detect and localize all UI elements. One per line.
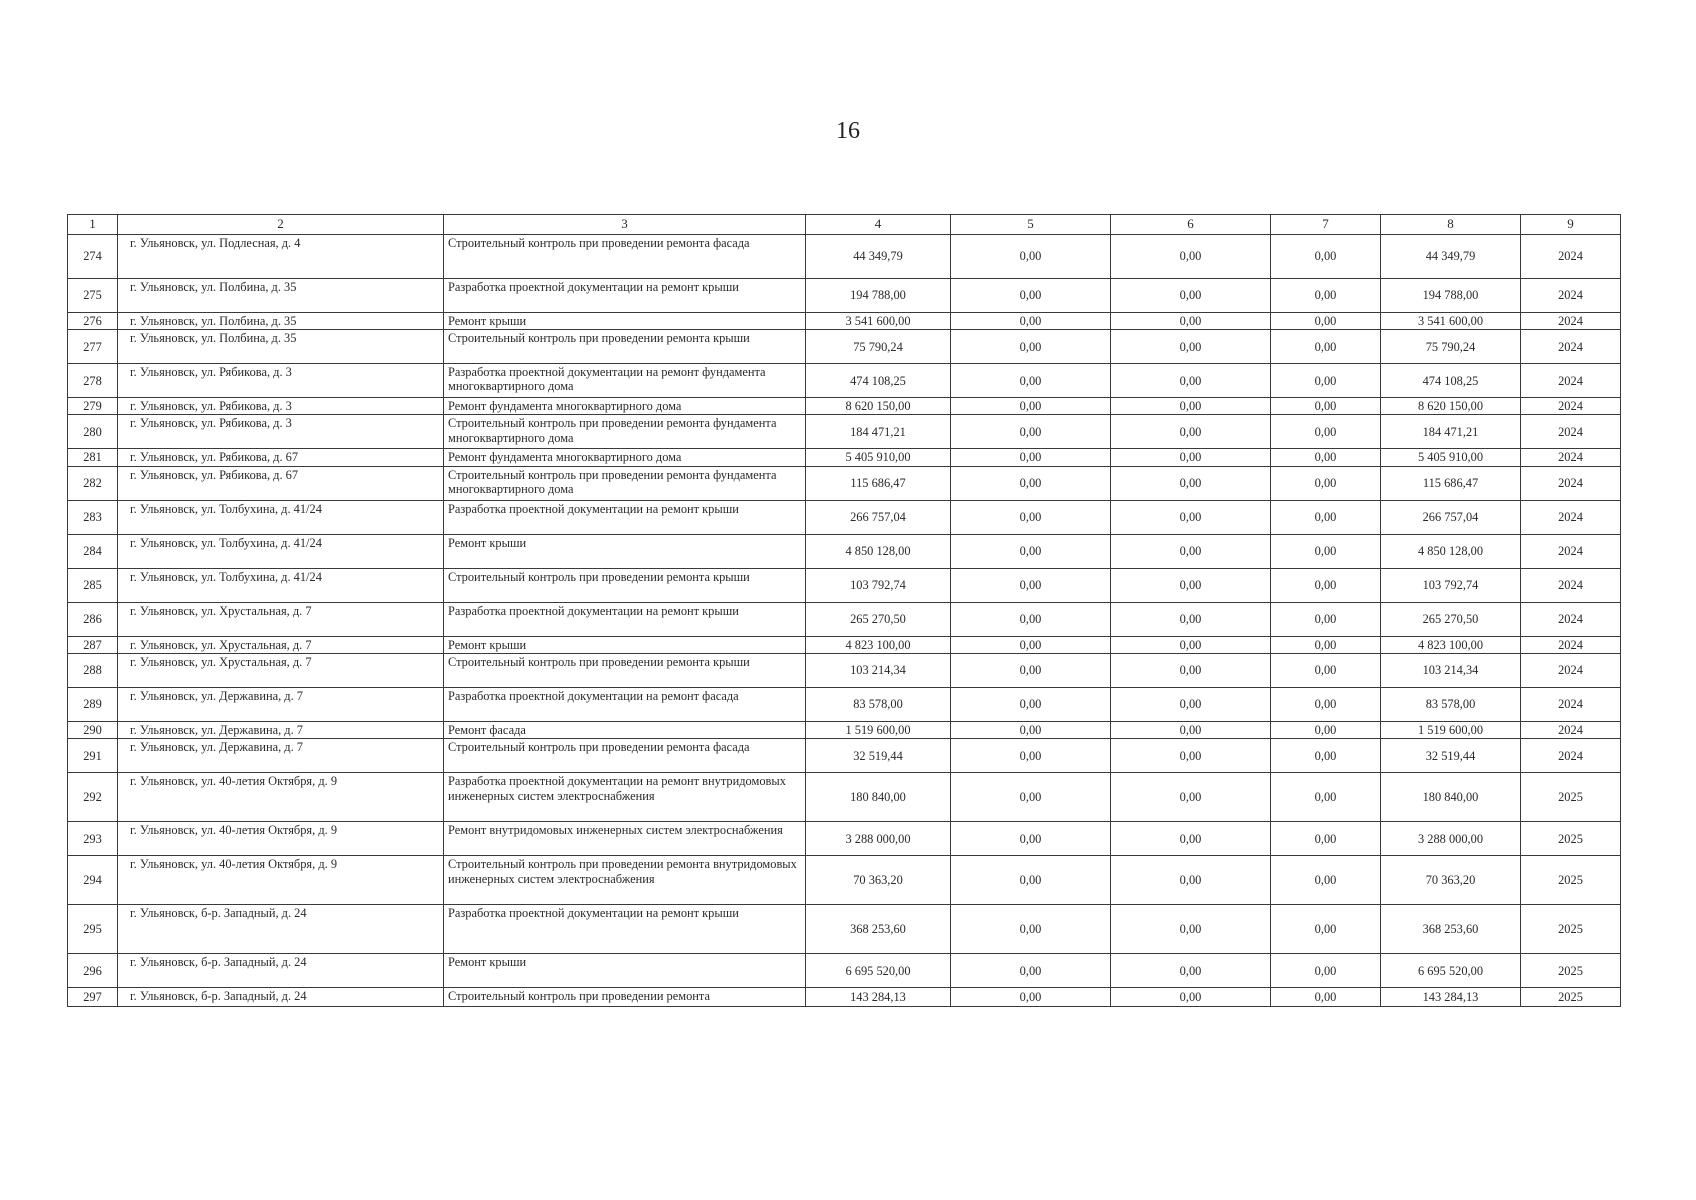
- table-row: [68, 636, 1621, 653]
- year-cell: 2024: [1521, 312, 1621, 329]
- table-row: [68, 364, 1621, 398]
- column-6-cell: 0,00: [1111, 278, 1271, 312]
- table-row: [68, 278, 1621, 312]
- row-number: 297: [68, 988, 118, 1007]
- table-row: [68, 856, 1621, 905]
- row-number: 274: [68, 234, 118, 278]
- column-header: 5: [951, 215, 1111, 235]
- year-cell: 2024: [1521, 739, 1621, 773]
- cost-total-cell: 3 541 600,00: [806, 312, 951, 329]
- cost-total-cell: 184 471,21: [806, 415, 951, 449]
- column-5-cell: 0,00: [951, 364, 1111, 398]
- column-6-cell: 0,00: [1111, 739, 1271, 773]
- row-number: 289: [68, 688, 118, 722]
- column-6-cell: 0,00: [1111, 636, 1271, 653]
- cost-total-cell: 4 850 128,00: [806, 534, 951, 568]
- year-cell: 2025: [1521, 954, 1621, 988]
- column-7-cell: 0,00: [1271, 312, 1381, 329]
- address-cell: г. Ульяновск, ул. Рябикова, д. 67: [118, 449, 444, 466]
- column-7-cell: 0,00: [1271, 739, 1381, 773]
- cost-total-cell: 83 578,00: [806, 688, 951, 722]
- column-7-cell: 0,00: [1271, 988, 1381, 1007]
- column-8-cell: 6 695 520,00: [1381, 954, 1521, 988]
- row-number: 279: [68, 398, 118, 415]
- year-cell: 2025: [1521, 905, 1621, 954]
- cost-total-cell: 8 620 150,00: [806, 398, 951, 415]
- year-cell: 2024: [1521, 449, 1621, 466]
- column-5-cell: 0,00: [951, 988, 1111, 1007]
- address-cell: г. Ульяновск, ул. Державина, д. 7: [118, 688, 444, 722]
- column-8-cell: 266 757,04: [1381, 500, 1521, 534]
- column-5-cell: 0,00: [951, 654, 1111, 688]
- address-cell: г. Ульяновск, ул. Хрустальная, д. 7: [118, 654, 444, 688]
- column-5-cell: 0,00: [951, 856, 1111, 905]
- address-cell: г. Ульяновск, ул. Рябикова, д. 3: [118, 364, 444, 398]
- column-7-cell: 0,00: [1271, 449, 1381, 466]
- table-row: [68, 954, 1621, 988]
- address-cell: г. Ульяновск, ул. Толбухина, д. 41/24: [118, 534, 444, 568]
- column-6-cell: 0,00: [1111, 398, 1271, 415]
- table-row: [68, 534, 1621, 568]
- work-type-cell: Разработка проектной документации на ремонт фасада: [444, 688, 806, 722]
- column-7-cell: 0,00: [1271, 568, 1381, 602]
- row-number: 291: [68, 739, 118, 773]
- column-6-cell: 0,00: [1111, 722, 1271, 739]
- column-5-cell: 0,00: [951, 415, 1111, 449]
- column-5-cell: 0,00: [951, 312, 1111, 329]
- cost-total-cell: 115 686,47: [806, 466, 951, 500]
- column-7-cell: 0,00: [1271, 234, 1381, 278]
- row-number: 295: [68, 905, 118, 954]
- table-row: [68, 330, 1621, 364]
- table-row: [68, 500, 1621, 534]
- column-6-cell: 0,00: [1111, 905, 1271, 954]
- table-row: [68, 234, 1621, 278]
- work-type-cell: Строительный контроль при проведении ремонта фундамента многоквартирного дома: [444, 415, 806, 449]
- address-cell: г. Ульяновск, ул. Полбина, д. 35: [118, 278, 444, 312]
- column-5-cell: 0,00: [951, 330, 1111, 364]
- address-cell: г. Ульяновск, ул. 40-летия Октября, д. 9: [118, 856, 444, 905]
- work-type-cell: Разработка проектной документации на ремонт фундамента многоквартирного дома: [444, 364, 806, 398]
- work-type-cell: Разработка проектной документации на ремонт крыши: [444, 905, 806, 954]
- column-6-cell: 0,00: [1111, 822, 1271, 856]
- column-8-cell: 184 471,21: [1381, 415, 1521, 449]
- column-header: 6: [1111, 215, 1271, 235]
- column-header: 9: [1521, 215, 1621, 235]
- column-5-cell: 0,00: [951, 773, 1111, 822]
- column-8-cell: 265 270,50: [1381, 602, 1521, 636]
- column-5-cell: 0,00: [951, 500, 1111, 534]
- year-cell: 2024: [1521, 415, 1621, 449]
- column-8-cell: 83 578,00: [1381, 688, 1521, 722]
- table-row: [68, 822, 1621, 856]
- header-row: [68, 215, 1621, 235]
- column-5-cell: 0,00: [951, 739, 1111, 773]
- work-type-cell: Ремонт крыши: [444, 954, 806, 988]
- address-cell: г. Ульяновск, ул. Полбина, д. 35: [118, 330, 444, 364]
- column-7-cell: 0,00: [1271, 278, 1381, 312]
- column-8-cell: 44 349,79: [1381, 234, 1521, 278]
- work-type-cell: Ремонт крыши: [444, 312, 806, 329]
- cost-total-cell: 103 792,74: [806, 568, 951, 602]
- year-cell: 2025: [1521, 822, 1621, 856]
- column-7-cell: 0,00: [1271, 905, 1381, 954]
- address-cell: г. Ульяновск, ул. Полбина, д. 35: [118, 312, 444, 329]
- column-header: 8: [1381, 215, 1521, 235]
- year-cell: 2025: [1521, 988, 1621, 1007]
- cost-total-cell: 266 757,04: [806, 500, 951, 534]
- table-row: [68, 739, 1621, 773]
- address-cell: г. Ульяновск, ул. 40-летия Октября, д. 9: [118, 822, 444, 856]
- column-8-cell: 103 792,74: [1381, 568, 1521, 602]
- year-cell: 2024: [1521, 568, 1621, 602]
- column-header: 2: [118, 215, 444, 235]
- row-number: 285: [68, 568, 118, 602]
- column-5-cell: 0,00: [951, 822, 1111, 856]
- cost-total-cell: 5 405 910,00: [806, 449, 951, 466]
- cost-total-cell: 474 108,25: [806, 364, 951, 398]
- table-row: [68, 568, 1621, 602]
- column-8-cell: 75 790,24: [1381, 330, 1521, 364]
- column-7-cell: 0,00: [1271, 534, 1381, 568]
- work-type-cell: Строительный контроль при проведении ремонта фасада: [444, 739, 806, 773]
- column-5-cell: 0,00: [951, 636, 1111, 653]
- column-7-cell: 0,00: [1271, 330, 1381, 364]
- column-6-cell: 0,00: [1111, 988, 1271, 1007]
- column-7-cell: 0,00: [1271, 466, 1381, 500]
- address-cell: г. Ульяновск, ул. Державина, д. 7: [118, 739, 444, 773]
- column-7-cell: 0,00: [1271, 722, 1381, 739]
- table-row: [68, 449, 1621, 466]
- work-type-cell: Ремонт крыши: [444, 534, 806, 568]
- year-cell: 2024: [1521, 500, 1621, 534]
- column-8-cell: 3 288 000,00: [1381, 822, 1521, 856]
- row-number: 288: [68, 654, 118, 688]
- address-cell: г. Ульяновск, ул. Хрустальная, д. 7: [118, 602, 444, 636]
- column-6-cell: 0,00: [1111, 364, 1271, 398]
- row-number: 281: [68, 449, 118, 466]
- column-6-cell: 0,00: [1111, 688, 1271, 722]
- work-type-cell: Строительный контроль при проведении ремонта фундамента многоквартирного дома: [444, 466, 806, 500]
- row-number: 296: [68, 954, 118, 988]
- column-7-cell: 0,00: [1271, 415, 1381, 449]
- row-number: 278: [68, 364, 118, 398]
- column-8-cell: 103 214,34: [1381, 654, 1521, 688]
- column-header: 3: [444, 215, 806, 235]
- work-type-cell: Ремонт внутридомовых инженерных систем электроснабжения: [444, 822, 806, 856]
- column-5-cell: 0,00: [951, 602, 1111, 636]
- year-cell: 2024: [1521, 466, 1621, 500]
- table-row: [68, 722, 1621, 739]
- year-cell: 2024: [1521, 654, 1621, 688]
- column-8-cell: 8 620 150,00: [1381, 398, 1521, 415]
- row-number: 293: [68, 822, 118, 856]
- address-cell: г. Ульяновск, б-р. Западный, д. 24: [118, 954, 444, 988]
- cost-total-cell: 44 349,79: [806, 234, 951, 278]
- column-8-cell: 32 519,44: [1381, 739, 1521, 773]
- work-type-cell: Строительный контроль при проведении ремонта крыши: [444, 654, 806, 688]
- column-7-cell: 0,00: [1271, 856, 1381, 905]
- address-cell: г. Ульяновск, б-р. Западный, д. 24: [118, 905, 444, 954]
- table-row: [68, 398, 1621, 415]
- address-cell: г. Ульяновск, ул. Хрустальная, д. 7: [118, 636, 444, 653]
- column-5-cell: 0,00: [951, 466, 1111, 500]
- address-cell: г. Ульяновск, ул. Рябикова, д. 3: [118, 398, 444, 415]
- cost-total-cell: 194 788,00: [806, 278, 951, 312]
- column-8-cell: 70 363,20: [1381, 856, 1521, 905]
- column-8-cell: 474 108,25: [1381, 364, 1521, 398]
- address-cell: г. Ульяновск, ул. 40-летия Октября, д. 9: [118, 773, 444, 822]
- column-7-cell: 0,00: [1271, 773, 1381, 822]
- work-type-cell: Ремонт фасада: [444, 722, 806, 739]
- year-cell: 2025: [1521, 856, 1621, 905]
- work-type-cell: Строительный контроль при проведении ремонта фасада: [444, 234, 806, 278]
- row-number: 290: [68, 722, 118, 739]
- table-row: [68, 415, 1621, 449]
- column-6-cell: 0,00: [1111, 234, 1271, 278]
- column-8-cell: 5 405 910,00: [1381, 449, 1521, 466]
- work-type-cell: Строительный контроль при проведении ремонта: [444, 988, 806, 1007]
- row-number: 282: [68, 466, 118, 500]
- column-5-cell: 0,00: [951, 568, 1111, 602]
- row-number: 283: [68, 500, 118, 534]
- table-body: [68, 234, 1621, 1006]
- column-7-cell: 0,00: [1271, 364, 1381, 398]
- year-cell: 2024: [1521, 636, 1621, 653]
- table-row: [68, 905, 1621, 954]
- column-8-cell: 143 284,13: [1381, 988, 1521, 1007]
- cost-total-cell: 103 214,34: [806, 654, 951, 688]
- column-7-cell: 0,00: [1271, 954, 1381, 988]
- column-8-cell: 180 840,00: [1381, 773, 1521, 822]
- column-6-cell: 0,00: [1111, 330, 1271, 364]
- column-7-cell: 0,00: [1271, 602, 1381, 636]
- table-row: [68, 466, 1621, 500]
- row-number: 280: [68, 415, 118, 449]
- column-6-cell: 0,00: [1111, 954, 1271, 988]
- work-type-cell: Разработка проектной документации на ремонт крыши: [444, 278, 806, 312]
- table-row: [68, 988, 1621, 1007]
- column-5-cell: 0,00: [951, 234, 1111, 278]
- year-cell: 2024: [1521, 278, 1621, 312]
- column-6-cell: 0,00: [1111, 415, 1271, 449]
- year-cell: 2024: [1521, 330, 1621, 364]
- column-header: 1: [68, 215, 118, 235]
- column-8-cell: 368 253,60: [1381, 905, 1521, 954]
- table-row: [68, 602, 1621, 636]
- address-cell: г. Ульяновск, ул. Рябикова, д. 3: [118, 415, 444, 449]
- column-7-cell: 0,00: [1271, 398, 1381, 415]
- table-row: [68, 312, 1621, 329]
- year-cell: 2024: [1521, 602, 1621, 636]
- year-cell: 2024: [1521, 364, 1621, 398]
- column-5-cell: 0,00: [951, 954, 1111, 988]
- year-cell: 2025: [1521, 773, 1621, 822]
- column-8-cell: 194 788,00: [1381, 278, 1521, 312]
- year-cell: 2024: [1521, 234, 1621, 278]
- column-7-cell: 0,00: [1271, 688, 1381, 722]
- column-6-cell: 0,00: [1111, 856, 1271, 905]
- column-8-cell: 4 823 100,00: [1381, 636, 1521, 653]
- column-5-cell: 0,00: [951, 722, 1111, 739]
- column-header: 7: [1271, 215, 1381, 235]
- column-7-cell: 0,00: [1271, 822, 1381, 856]
- work-type-cell: Ремонт фундамента многоквартирного дома: [444, 398, 806, 415]
- cost-total-cell: 3 288 000,00: [806, 822, 951, 856]
- address-cell: г. Ульяновск, ул. Толбухина, д. 41/24: [118, 568, 444, 602]
- column-8-cell: 115 686,47: [1381, 466, 1521, 500]
- column-8-cell: 1 519 600,00: [1381, 722, 1521, 739]
- column-header: 4: [806, 215, 951, 235]
- year-cell: 2024: [1521, 688, 1621, 722]
- column-7-cell: 0,00: [1271, 636, 1381, 653]
- cost-total-cell: 32 519,44: [806, 739, 951, 773]
- table-row: [68, 688, 1621, 722]
- cost-total-cell: 1 519 600,00: [806, 722, 951, 739]
- column-6-cell: 0,00: [1111, 602, 1271, 636]
- cost-total-cell: 143 284,13: [806, 988, 951, 1007]
- column-8-cell: 4 850 128,00: [1381, 534, 1521, 568]
- column-6-cell: 0,00: [1111, 534, 1271, 568]
- row-number: 276: [68, 312, 118, 329]
- column-7-cell: 0,00: [1271, 654, 1381, 688]
- cost-total-cell: 70 363,20: [806, 856, 951, 905]
- year-cell: 2024: [1521, 534, 1621, 568]
- column-5-cell: 0,00: [951, 688, 1111, 722]
- column-8-cell: 3 541 600,00: [1381, 312, 1521, 329]
- cost-total-cell: 75 790,24: [806, 330, 951, 364]
- cost-total-cell: 368 253,60: [806, 905, 951, 954]
- column-5-cell: 0,00: [951, 278, 1111, 312]
- work-type-cell: Строительный контроль при проведении ремонта крыши: [444, 330, 806, 364]
- row-number: 284: [68, 534, 118, 568]
- column-5-cell: 0,00: [951, 449, 1111, 466]
- table-row: [68, 654, 1621, 688]
- cost-total-cell: 4 823 100,00: [806, 636, 951, 653]
- column-6-cell: 0,00: [1111, 466, 1271, 500]
- row-number: 277: [68, 330, 118, 364]
- column-6-cell: 0,00: [1111, 312, 1271, 329]
- work-type-cell: Строительный контроль при проведении ремонта внутридомовых инженерных систем электроснабжения: [444, 856, 806, 905]
- cost-total-cell: 6 695 520,00: [806, 954, 951, 988]
- row-number: 292: [68, 773, 118, 822]
- column-5-cell: 0,00: [951, 534, 1111, 568]
- work-type-cell: Ремонт фундамента многоквартирного дома: [444, 449, 806, 466]
- column-6-cell: 0,00: [1111, 654, 1271, 688]
- column-6-cell: 0,00: [1111, 773, 1271, 822]
- column-6-cell: 0,00: [1111, 568, 1271, 602]
- address-cell: г. Ульяновск, ул. Державина, д. 7: [118, 722, 444, 739]
- cost-total-cell: 265 270,50: [806, 602, 951, 636]
- row-number: 294: [68, 856, 118, 905]
- column-7-cell: 0,00: [1271, 500, 1381, 534]
- register-table: [67, 214, 1621, 1007]
- address-cell: г. Ульяновск, ул. Толбухина, д. 41/24: [118, 500, 444, 534]
- row-number: 286: [68, 602, 118, 636]
- work-type-cell: Разработка проектной документации на ремонт крыши: [444, 500, 806, 534]
- cost-total-cell: 180 840,00: [806, 773, 951, 822]
- column-5-cell: 0,00: [951, 905, 1111, 954]
- row-number: 275: [68, 278, 118, 312]
- address-cell: г. Ульяновск, ул. Подлесная, д. 4: [118, 234, 444, 278]
- year-cell: 2024: [1521, 398, 1621, 415]
- column-6-cell: 0,00: [1111, 500, 1271, 534]
- page-number: 16: [836, 118, 860, 144]
- address-cell: г. Ульяновск, ул. Рябикова, д. 67: [118, 466, 444, 500]
- work-type-cell: Разработка проектной документации на ремонт внутридомовых инженерных систем электроснабжения: [444, 773, 806, 822]
- address-cell: г. Ульяновск, б-р. Западный, д. 24: [118, 988, 444, 1007]
- column-6-cell: 0,00: [1111, 449, 1271, 466]
- table-row: [68, 773, 1621, 822]
- work-type-cell: Строительный контроль при проведении ремонта крыши: [444, 568, 806, 602]
- year-cell: 2024: [1521, 722, 1621, 739]
- column-5-cell: 0,00: [951, 398, 1111, 415]
- work-type-cell: Ремонт крыши: [444, 636, 806, 653]
- row-number: 287: [68, 636, 118, 653]
- work-type-cell: Разработка проектной документации на ремонт крыши: [444, 602, 806, 636]
